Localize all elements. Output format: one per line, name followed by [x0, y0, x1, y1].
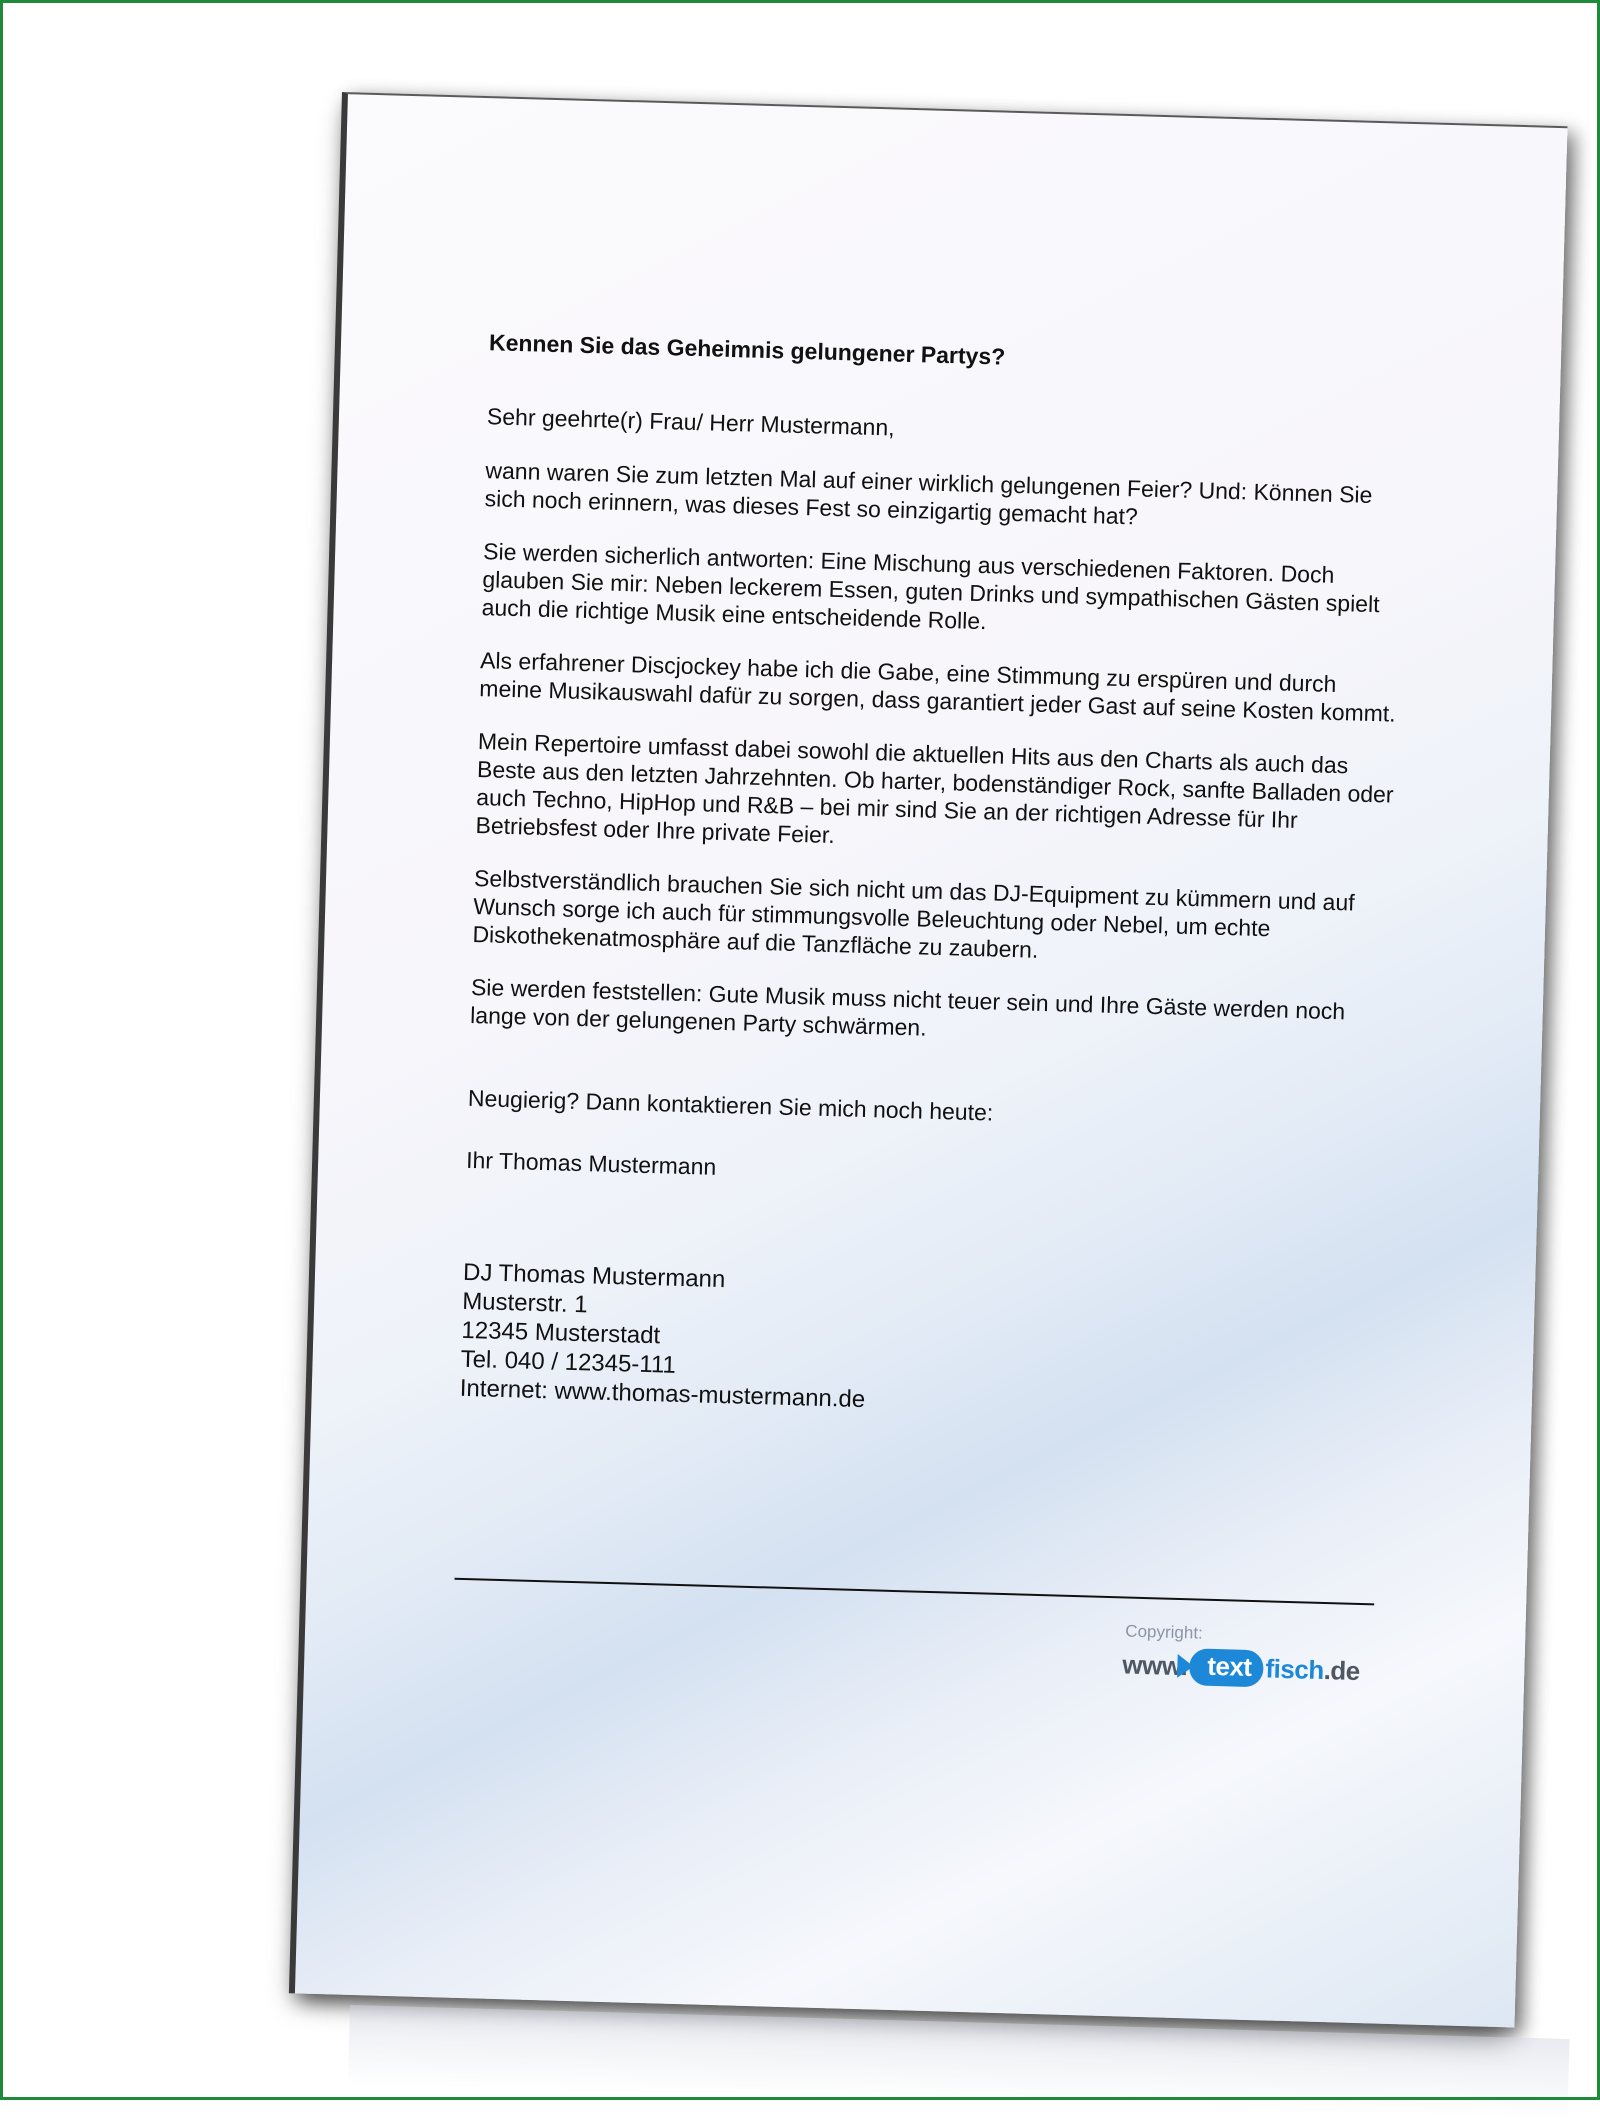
letter-paragraph: Sie werden feststellen: Gute Musik muss nicht teuer sein und Ihre Gäste werden noch lange von der gelungenen Party schwärmen.	[469, 973, 1346, 1041]
logo-de: .de	[1323, 1654, 1361, 1686]
textfisch-logo	[1122, 1644, 1360, 1691]
copyright-label: Copyright:	[1125, 1621, 1204, 1643]
address-name: DJ Thomas Mustermann	[462, 1258, 726, 1294]
letter-paragraph: wann waren Sie zum letzten Mal auf einer wirklich gelungenen Feier? Und: Können Sie sich noch erinnern, was dieses Fest so einzigartig gemacht hat?	[484, 457, 1373, 530]
letter-paragraph: Mein Repertoire umfasst dabei sowohl die aktuellen Hits aus den Charts als auch das Beste aus den letzten Jahrzehnten. Ob harter, bodenständiger Rock, sanfte Balladen oder auch Techno, HipHop und R&B – bei mir sind Sie an der richtigen Adresse für Ihr Betriebsfest oder Ihre private Feier.	[475, 728, 1394, 849]
letter-document	[289, 92, 1568, 2027]
address-street: Musterstr. 1	[461, 1287, 588, 1319]
letter-paragraph: Sie werden sicherlich antworten: Eine Mischung aus verschiedenen Faktoren. Doch glauben Sie mir: Neben leckerem Essen, guten Drinks und sympathischen Gästen spielt auch die richtige Musik eine entscheidende Rolle.	[481, 538, 1380, 635]
call-to-action: Neugierig? Dann kontaktieren Sie mich noch heute:	[467, 1084, 994, 1126]
address-city: 12345 Musterstadt	[461, 1316, 661, 1350]
logo-www: www.	[1121, 1648, 1188, 1681]
letter-salutation: Sehr geehrte(r) Frau/ Herr Mustermann,	[486, 403, 895, 441]
letter-body	[459, 328, 1409, 1428]
letter-title: Kennen Sie das Geheimnis gelungener Partys?	[488, 329, 1006, 370]
closing-signature: Ihr Thomas Mustermann	[465, 1146, 717, 1180]
logo-fisch: fisch	[1265, 1652, 1325, 1685]
letter-paragraph: Selbstverständlich brauchen Sie sich nicht um das DJ-Equipment zu kümmern und auf Wunsch sorge ich auch für stimmungsvolle Beleuchtung oder Nebel, um echte Diskothekenatmosphäre auf die Tanzfläche zu zaubern.	[472, 865, 1355, 963]
logo-fish-icon	[1189, 1648, 1264, 1687]
logo-text: text	[1206, 1650, 1252, 1682]
sender-address	[459, 1258, 1383, 1429]
footer-divider	[455, 1578, 1375, 1606]
letter-paragraph: Als erfahrener Discjockey habe ich die Gabe, eine Stimmung zu erspüren und durch meine Musikauswahl dafür zu sorgen, dass garantiert jeder Gast auf seine Kosten kommt.	[479, 647, 1397, 727]
address-internet: Internet: www.thomas-mustermann.de	[459, 1374, 866, 1414]
address-phone: Tel. 040 / 12345-111	[460, 1345, 677, 1379]
